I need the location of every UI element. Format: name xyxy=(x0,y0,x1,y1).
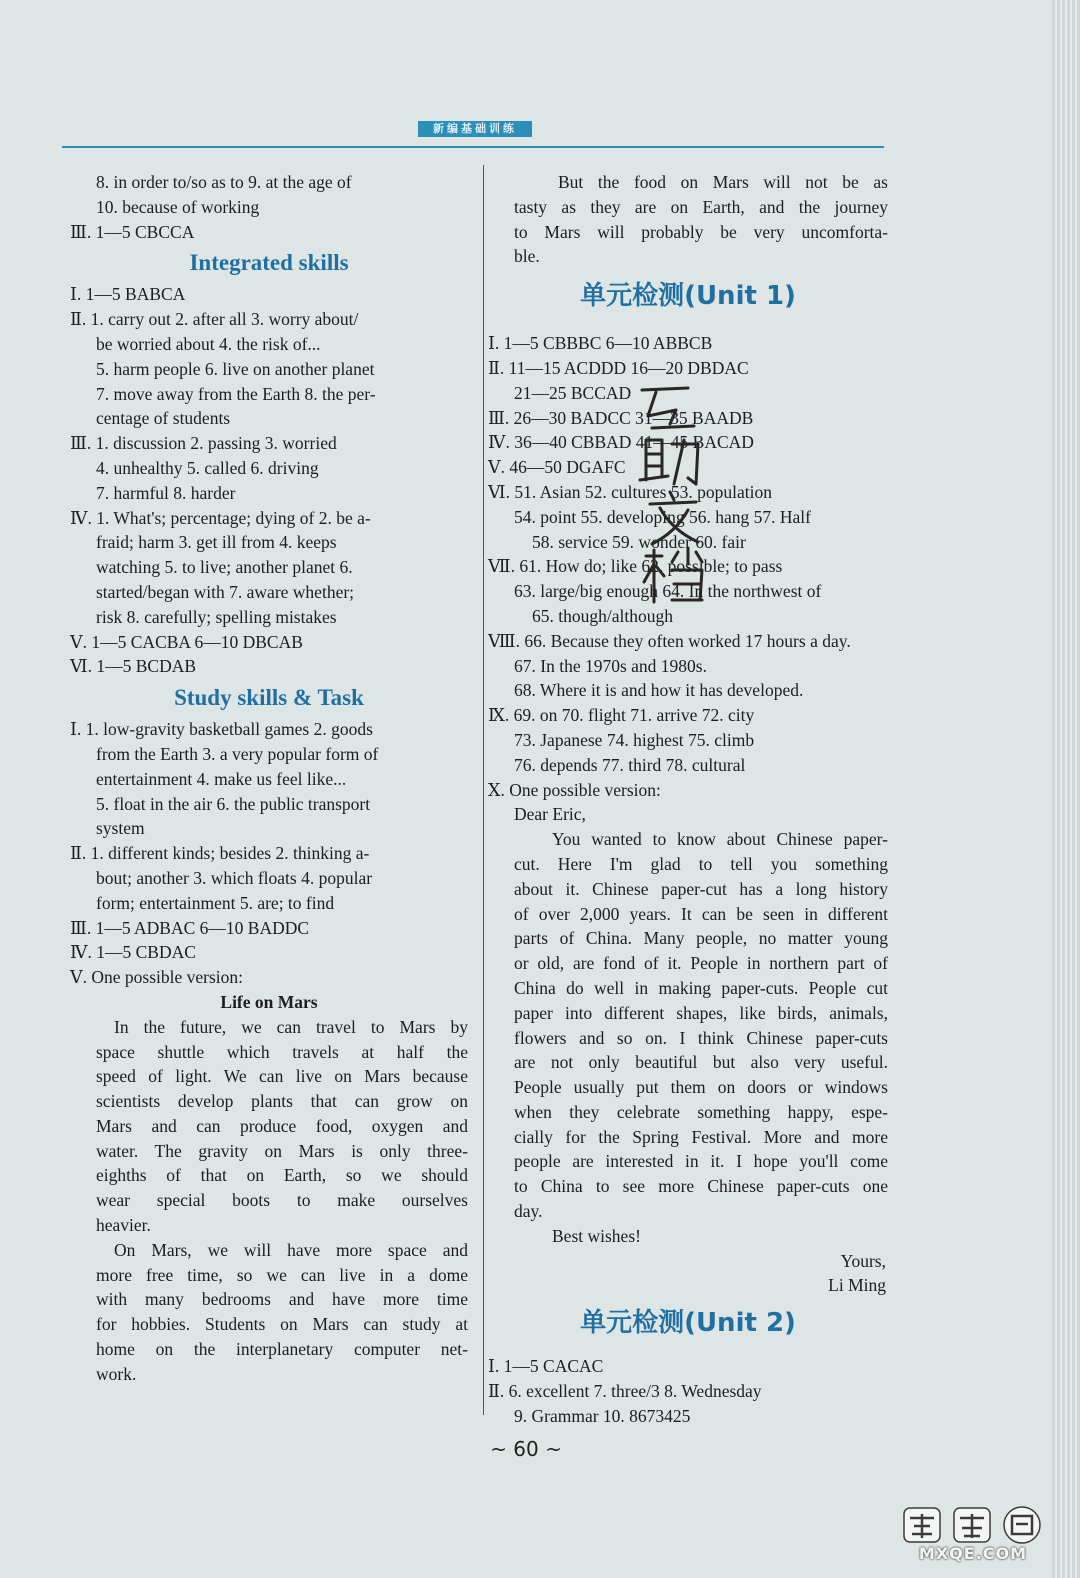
answer-line: started/began with 7. aware whether; xyxy=(96,581,355,602)
letter-signoff: Yours, xyxy=(840,1250,886,1271)
section-heading-integrated: Integrated skills xyxy=(189,250,349,276)
answer-line: centage of students xyxy=(96,408,231,429)
essay-line: to Mars will probably be very uncomforta- xyxy=(514,221,888,242)
running-header: 新编基础训练 xyxy=(418,121,532,137)
watermark-logo-icon xyxy=(898,1504,1048,1548)
answer-line: 54. point 55. developing 56. hang 57. Half xyxy=(514,506,811,527)
answer-line: 63. large/big enough 64. In the northwest of xyxy=(514,581,822,602)
essay-line: ble. xyxy=(514,246,540,267)
right-column xyxy=(488,170,888,1429)
essay-line: But the food on Mars will not be as xyxy=(558,172,888,192)
essay-line: space shuttle which travels at half the xyxy=(96,1041,468,1062)
answer-line: Ⅳ. 1—5 CBDAC xyxy=(70,942,196,963)
letter-line: to China to see more Chinese paper-cuts one xyxy=(514,1176,888,1197)
answer-line: Ⅰ. 1—5 CACAC xyxy=(488,1356,604,1377)
answer-line: 5. float in the air 6. the public transport xyxy=(96,793,371,814)
answer-line: be worried about 4. the risk of... xyxy=(96,333,321,354)
answer-line: Ⅱ. 1. carry out 2. after all 3. worry about/ xyxy=(70,309,359,330)
essay-line: water. The gravity on Mars is only three- xyxy=(96,1140,468,1161)
essay-line: work. xyxy=(96,1363,137,1384)
answer-line: Ⅶ. 61. How do; like 62. possible; to pass xyxy=(488,556,783,577)
essay-line: for hobbies. Students on Mars can study at xyxy=(96,1314,468,1335)
answer-line: Ⅲ. 1. discussion 2. passing 3. worried xyxy=(70,433,337,454)
letter-line: when they celebrate something happy, espe- xyxy=(514,1101,888,1122)
answer-line: 65. though/although xyxy=(532,605,673,626)
essay-line: Mars and can produce food, oxygen and xyxy=(96,1115,468,1136)
answer-line: Ⅳ. 1. What's; percentage; dying of 2. be a- xyxy=(70,507,371,528)
page-number: ~ 60 ~ xyxy=(490,1437,562,1461)
answer-line: form; entertainment 5. are; to find xyxy=(96,892,335,913)
answer-line: bout; another 3. which floats 4. popular xyxy=(96,867,373,888)
letter-closing: Best wishes! xyxy=(552,1225,641,1246)
watermark xyxy=(898,1504,1048,1568)
unit-1-heading: 单元检测(Unit 1) xyxy=(580,281,796,312)
answer-line: Ⅲ. 26—30 BADCC 31—35 BAADB xyxy=(488,407,754,428)
letter-line: People usually put them on doors or windows xyxy=(514,1077,888,1098)
essay-line: eighths of that on Earth, so we should xyxy=(96,1165,468,1186)
answer-line: 58. service 59. wonder 60. fair xyxy=(532,531,746,552)
letter-line: parts of China. Many people, no matter young xyxy=(514,928,888,949)
answer-line: entertainment 4. make us feel like... xyxy=(96,768,347,789)
answer-line: 76. depends 77. third 78. cultural xyxy=(514,754,746,775)
column-divider xyxy=(483,165,484,1415)
essay-line: scientists develop plants that can grow on xyxy=(96,1091,468,1112)
answer-line: Ⅲ. 1—5 ADBAC 6—10 BADDC xyxy=(70,917,310,938)
essay-line: heavier. xyxy=(96,1215,151,1236)
answer-line: Ⅰ. 1—5 BABCA xyxy=(70,284,186,305)
essay-line: wear special boots to make ourselves xyxy=(96,1190,468,1211)
answer-line: Ⅵ. 51. Asian 52. cultures 53. population xyxy=(488,481,772,502)
answer-line: Ⅳ. 36—40 CBBAD 41—45 BACAD xyxy=(488,432,754,453)
answer-line: 68. Where it is and how it has developed. xyxy=(514,680,804,701)
essay-line: with many bedrooms and have more time xyxy=(96,1289,468,1310)
answer-line: Ⅵ. 1—5 BCDAB xyxy=(70,656,197,677)
answer-line: Ⅴ. 1—5 CACBA 6—10 DBCAB xyxy=(70,631,303,652)
answer-line: Ⅸ. 69. on 70. flight 71. arrive 72. city xyxy=(488,705,755,726)
answer-line: Ⅱ. 1. different kinds; besides 2. thinking a- xyxy=(70,843,370,864)
letter-line: You wanted to know about Chinese paper- xyxy=(552,829,888,850)
letter-line: China do well in making paper-cuts. People cut xyxy=(514,977,888,998)
section-heading-study: Study skills & Task xyxy=(174,685,364,711)
essay-line: more free time, so we can live in a dome xyxy=(96,1264,468,1285)
letter-line: of over 2,000 years. It can be seen in different xyxy=(514,903,888,924)
essay-line: tasty as they are on Earth, and the journey xyxy=(514,196,888,217)
answer-line: 10. because of working xyxy=(96,196,260,217)
letter-line: are not only beautiful but also very useful. xyxy=(514,1052,888,1073)
answer-line: Ⅰ. 1—5 CBBBC 6—10 ABBCB xyxy=(488,333,713,354)
essay-title: Life on Mars xyxy=(220,991,318,1012)
essay-line: In the future, we can travel to Mars by xyxy=(114,1016,468,1037)
answer-line: 5. harm people 6. live on another planet xyxy=(96,358,375,379)
page-edge xyxy=(1052,0,1080,1578)
letter-salutation: Dear Eric, xyxy=(514,804,586,825)
answer-line: Ⅴ. 46—50 DGAFC xyxy=(488,457,626,478)
answer-line: fraid; harm 3. get ill from 4. keeps xyxy=(96,532,337,553)
answer-line: 7. move away from the Earth 8. the per- xyxy=(96,383,376,404)
answer-line: from the Earth 3. a very popular form of xyxy=(96,743,379,764)
essay-line: home on the interplanetary computer net- xyxy=(96,1339,468,1360)
answer-line: 7. harmful 8. harder xyxy=(96,482,236,503)
answer-line: risk 8. carefully; spelling mistakes xyxy=(96,606,337,627)
unit-2-heading: 单元检测(Unit 2) xyxy=(580,1308,796,1339)
answer-line: 4. unhealthy 5. called 6. driving xyxy=(96,457,319,478)
watermark-text: MXQE.COM xyxy=(918,1544,1028,1563)
answer-line: watching 5. to live; another planet 6. xyxy=(96,557,353,578)
letter-line: about it. Chinese paper-cut has a long history xyxy=(514,878,888,899)
answer-line: Ⅷ. 66. Because they often worked 17 hours a day. xyxy=(488,630,851,651)
letter-line: cially for the Spring Festival. More and more xyxy=(514,1126,888,1147)
answer-line: 8. in order to/so as to 9. at the age of xyxy=(96,172,352,192)
answer-line: 21—25 BCCAD xyxy=(514,382,632,403)
answer-line: Ⅱ. 11—15 ACDDD 16—20 DBDAC xyxy=(488,357,749,378)
letter-line: paper into different shapes, like birds, animals, xyxy=(514,1002,888,1023)
answer-line: Ⅰ. 1. low-gravity basketball games 2. goods xyxy=(70,719,373,740)
essay-line: On Mars, we will have more space and xyxy=(114,1239,468,1260)
letter-line: or old, are fond of it. People in northern part of xyxy=(514,953,888,974)
left-column xyxy=(70,170,468,1387)
answer-line: system xyxy=(96,818,145,839)
header-rule xyxy=(62,146,884,148)
answer-line: Ⅴ. One possible version: xyxy=(70,967,244,988)
letter-line: people are interested in it. I hope you'll come xyxy=(514,1151,888,1172)
answer-line: 67. In the 1970s and 1980s. xyxy=(514,655,707,676)
letter-signature: Li Ming xyxy=(828,1275,886,1296)
answer-line: Ⅲ. 1—5 CBCCA xyxy=(70,221,195,242)
letter-line: flowers and so on. I think Chinese paper-cuts xyxy=(514,1027,888,1048)
answer-line: Ⅹ. One possible version: xyxy=(488,779,661,800)
essay-line: speed of light. We can live on Mars because xyxy=(96,1066,468,1087)
answer-line: Ⅱ. 6. excellent 7. three/3 8. Wednesday xyxy=(488,1381,762,1402)
answer-line: 9. Grammar 10. 8673425 xyxy=(514,1405,691,1426)
letter-line: day. xyxy=(514,1201,543,1222)
answer-line: 73. Japanese 74. highest 75. climb xyxy=(514,729,755,750)
letter-line: cut. Here I'm glad to tell you something xyxy=(514,853,888,874)
